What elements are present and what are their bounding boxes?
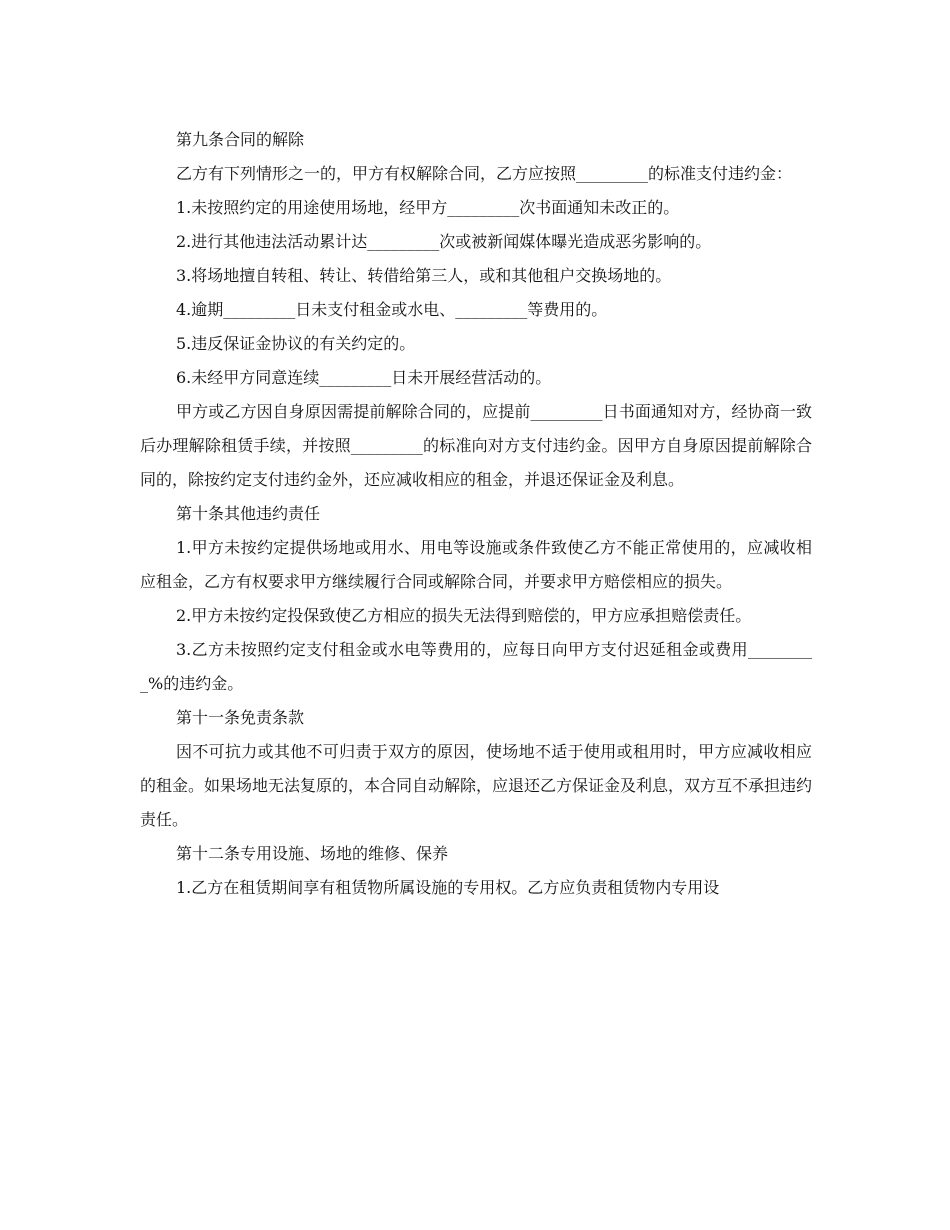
heading-article-11: 第十一条免责条款: [176, 708, 305, 727]
heading-article-12: 第十二条专用设施、场地的维修、保养: [176, 844, 449, 863]
list-item-liability-1: 1.甲方未按约定提供场地或用水、用电等设施或条件致使乙方不能正常使用的，应减收相应租金，乙方有权要求甲方继续履行合同或解除合同，并要求甲方赔偿相应的损失。: [140, 538, 812, 591]
heading-article-9: 第九条合同的解除: [176, 130, 305, 149]
list-item-6: 6.未经甲方同意连续_________日未开展经营活动的。: [176, 368, 552, 387]
list-item-maintenance-1: 1.乙方在租赁期间享有租赁物所属设施的专用权。乙方应负责租赁物内专用设: [176, 878, 720, 897]
list-item-4: 4.逾期_________日未支付租金或水电、_________等费用的。: [176, 300, 608, 319]
list-item-liability-3: 3.乙方未按照约定支付租金或水电等费用的，应每日向甲方支付迟延租金或费用_________%的违约金。: [140, 640, 812, 693]
heading-article-10: 第十条其他违约责任: [176, 504, 321, 523]
list-item-2: 2.进行其他违法活动累计达_________次或被新闻媒体曝光造成恶劣影响的。: [176, 232, 712, 251]
paragraph-termination-intro: 乙方有下列情形之一的，甲方有权解除合同，乙方应按照_________的标准支付违约金：: [176, 164, 793, 183]
paragraph-early-termination: 甲方或乙方因自身原因需提前解除合同的，应提前_________日书面通知对方，经协商一致后办理解除租赁手续，并按照_________的标准向对方支付违约金。因甲方自身原因提前解除合同的，除按约定支付违约金外，还应减收相应的租金，并退还保证金及利息。: [140, 402, 812, 489]
list-item-1: 1.未按照约定的用途使用场地，经甲方_________次书面通知未改正的。: [176, 198, 680, 217]
document-page: [140, 123, 812, 905]
list-item-liability-2: 2.甲方未按约定投保致使乙方相应的损失无法得到赔偿的，甲方应承担赔偿责任。: [176, 606, 752, 625]
paragraph-force-majeure: 因不可抗力或其他不可归责于双方的原因，使场地不适于使用或租用时，甲方应减收相应的租金。如果场地无法复原的，本合同自动解除，应退还乙方保证金及利息，双方互不承担违约责任。: [140, 742, 813, 829]
list-item-5: 5.违反保证金协议的有关约定的。: [176, 334, 416, 353]
list-item-3: 3.将场地擅自转租、转让、转借给第三人，或和其他租户交换场地的。: [176, 266, 672, 285]
